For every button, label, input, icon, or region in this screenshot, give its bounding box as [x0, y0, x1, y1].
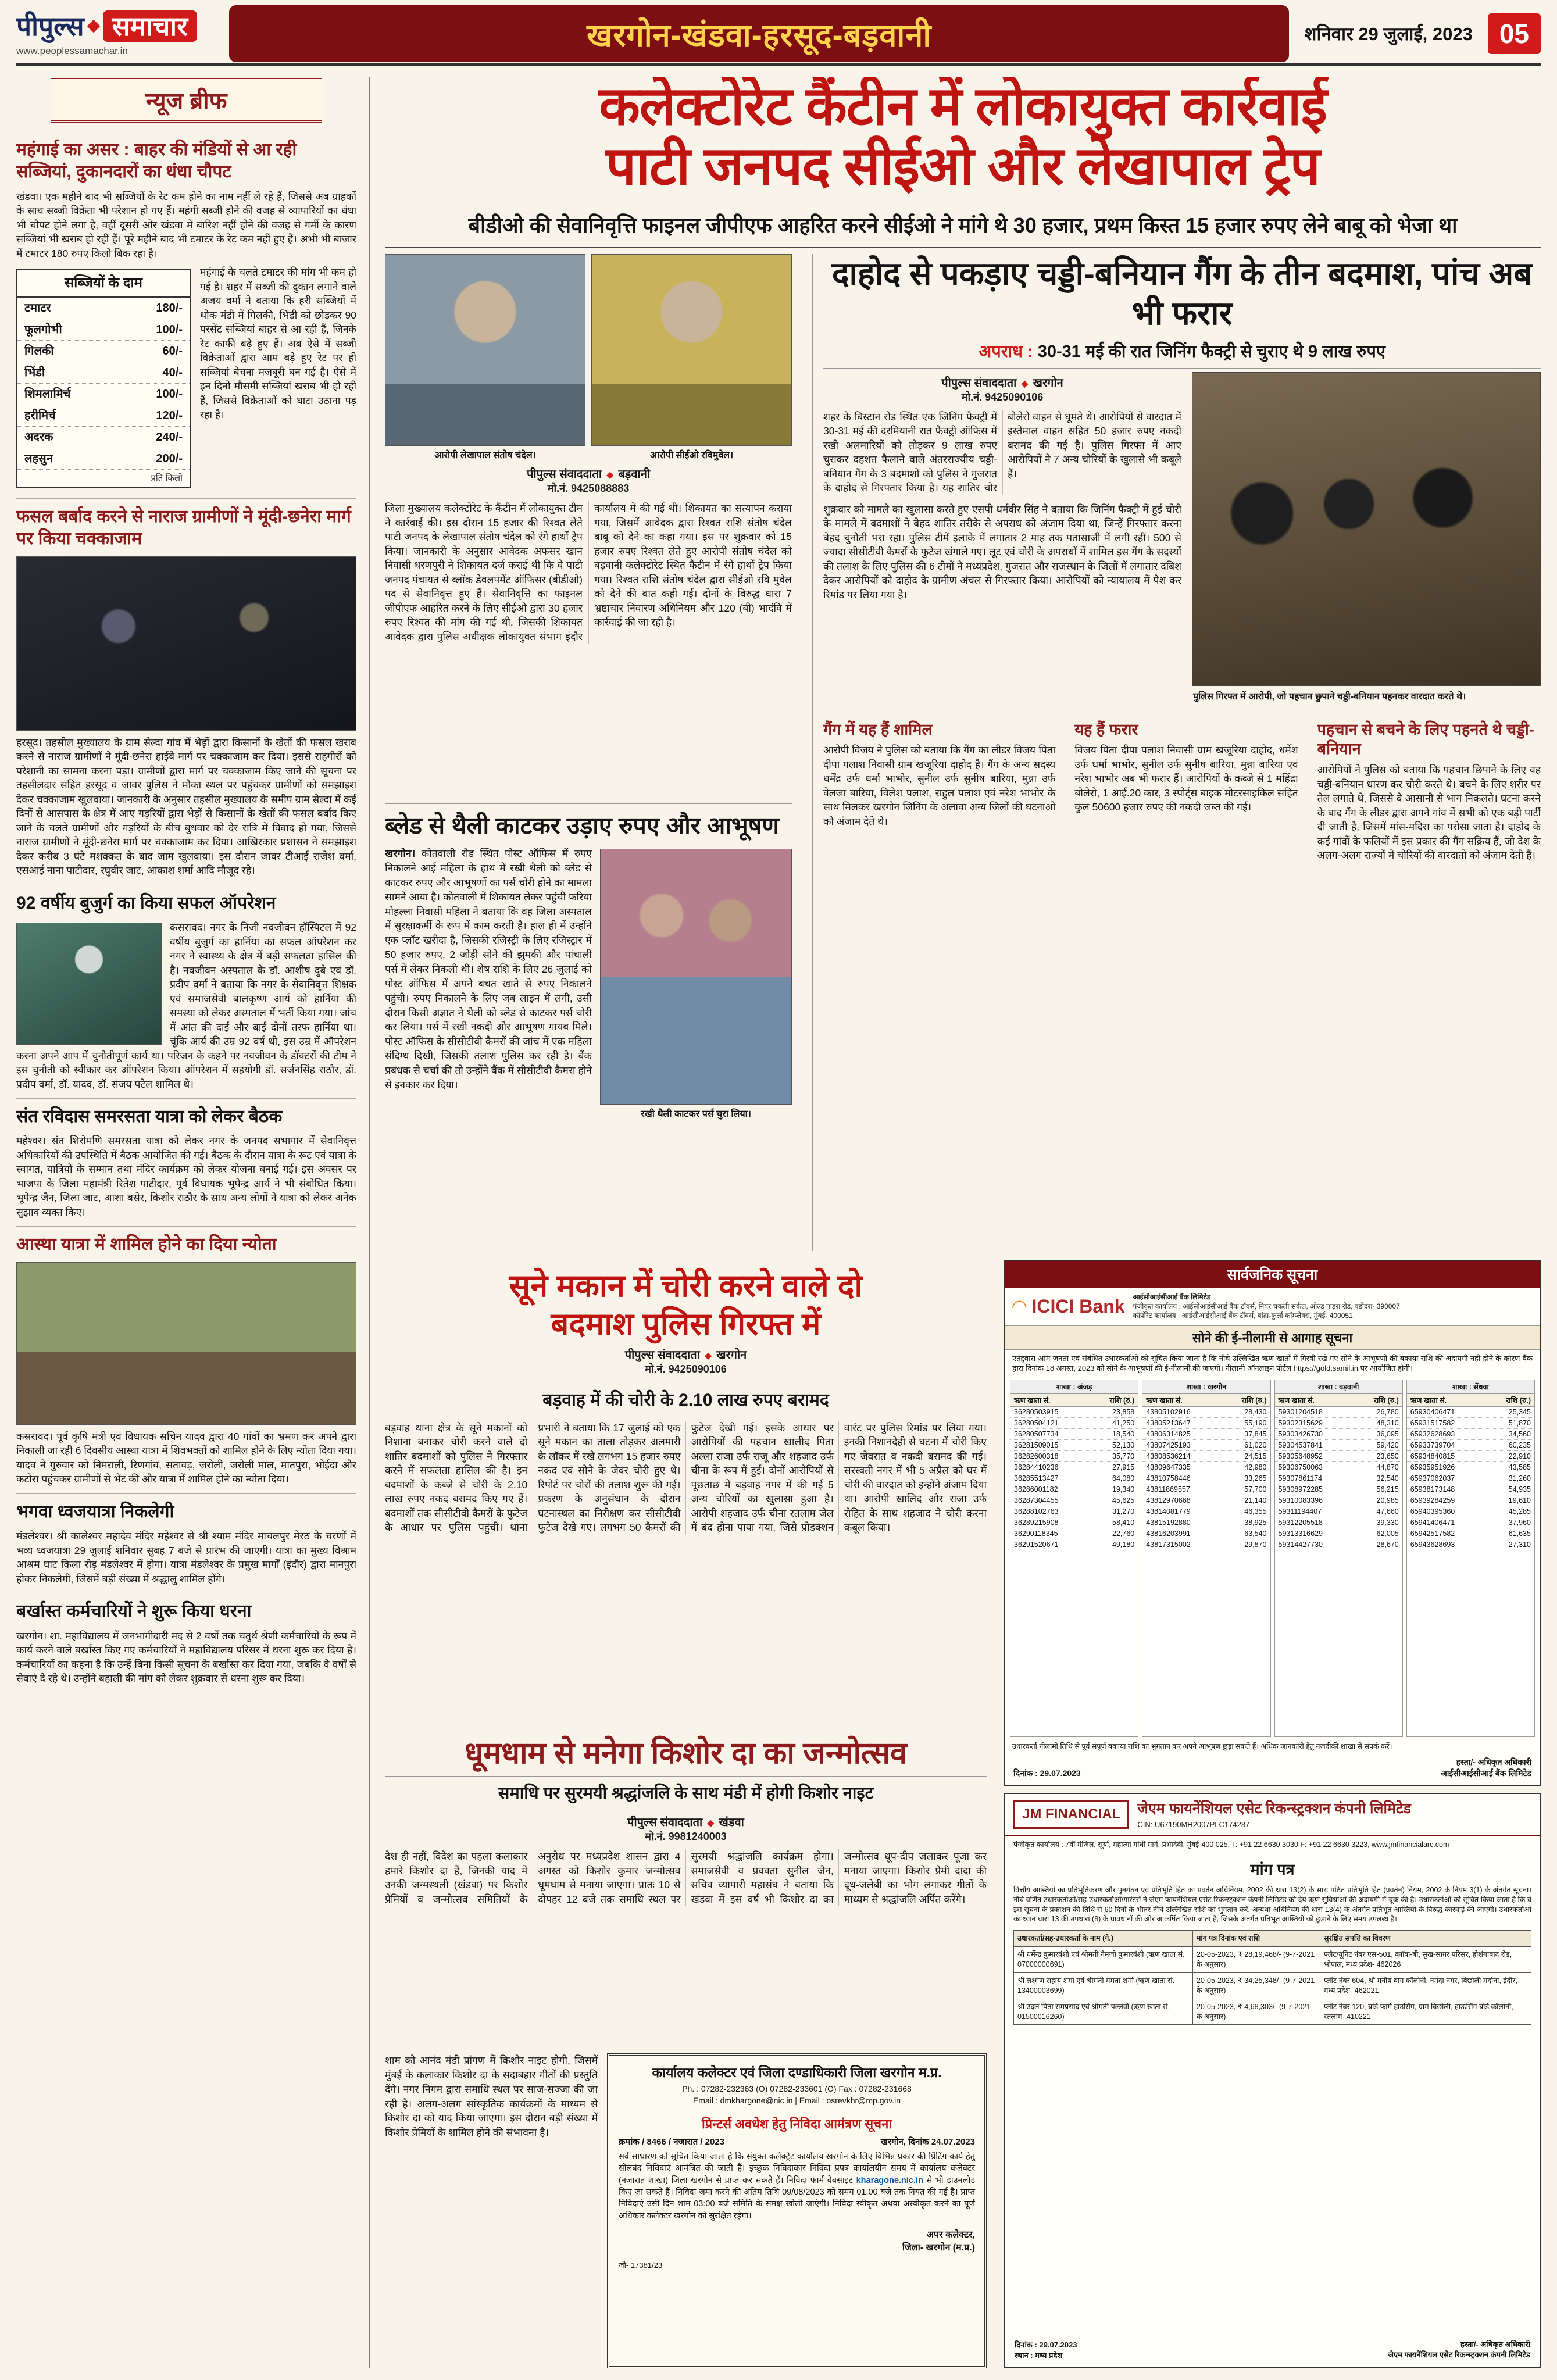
tender-office-name: कार्यालय कलेक्टर एवं जिला दण्डाधिकारी जिला खरगोन म.प्र.	[652, 2065, 942, 2080]
logo-diamond-icon	[87, 19, 100, 33]
region-banner: खरगोन-खंडवा-हरसूद-बड़वानी	[229, 5, 1289, 62]
section-body: आरोपी विजय ने पुलिस को बताया कि गैंग का लीडर विजय पिता दीपा पलाश निवासी ग्राम खजूरिया दाहोद है। गैंग के अन्य सदस्य धर्मेंद्र उर्फ धर्मा भाभोर, सुनील उर्फ सुनीष बारिया, मुन्ना उर्फ वेलजा बारिया, विलेश पलाश, राहुल पलाश एवं नरेश भाभोर के साथ मिलकर खरगोन जिनिंग के अलावा अन्य जिलों की घटनाओं को अंजाम देते थे।	[823, 744, 1056, 827]
veg-table-row: अदरक 240/-	[17, 427, 190, 448]
lead-story-subhead: बीडीओ की सेवानिवृत्ति फाइनल जीपीएफ आहरित करने सीईओ ने मांगे थे 30 हजार, प्रथम किस्त 15 हजार रुपए लेने बाबू को भेजा था	[385, 203, 1541, 248]
photo-caption-lekhpal: आरोपी लेखापाल संतोष चंदेल।	[434, 451, 536, 460]
section-heading: यह हैं फरार	[1074, 720, 1138, 738]
icici-branch-table	[1406, 1380, 1535, 1737]
table-row: 65939284259 19,610	[1407, 1495, 1534, 1506]
table-rows	[1010, 1407, 1138, 1550]
table-row: 36280507734 18,540	[1010, 1429, 1138, 1440]
column-header: उधारकर्ता/सह-उधारकर्ता के नाम (गे.)	[1014, 1931, 1193, 1947]
headline-line-1: सूने मकान में चोरी करने वाले दो	[509, 1268, 863, 1303]
table-row: 59310083396 20,985	[1275, 1495, 1402, 1506]
sune-subhead: बड़वाह में की चोरी के 2.10 लाख रुपए बरामद	[385, 1382, 987, 1416]
main-area	[385, 77, 1541, 2368]
byline-phone: मो.नं. 9425090106	[645, 1363, 727, 1375]
lead-story	[385, 254, 792, 795]
table-row: 59312205518 39,330	[1275, 1517, 1402, 1528]
table-row: 65943628693 27,310	[1407, 1539, 1534, 1550]
kishore-headline: धूमधाम से मनेगा किशोर दा का जन्मोत्सव	[465, 1736, 907, 1770]
byline-phone: मो.नं. 9425088883	[547, 483, 630, 494]
table-row: 65938173148 54,935	[1407, 1484, 1534, 1495]
table-row: 43817315002 29,870	[1142, 1539, 1270, 1550]
jm-signature: हस्ता/- अधिकृत अधिकारी जेएम फायनेंशियल एसेट रिकन्स्ट्रक्शन कंपनी लिमिटेड	[1388, 2339, 1530, 2359]
kishore-subhead: समाधि पर सुरमयी श्रद्धांजलि के साथ मंडी में होगी किशोर नाइट	[385, 1776, 987, 1809]
photo-aastha-yatra-group	[16, 1262, 356, 1425]
byline-phone: मो.नं. 9425090106	[961, 391, 1044, 403]
table-header-row: ऋण खाता सं. राशि (रु.)	[1010, 1394, 1138, 1407]
headline-line-2: पाटी जनपद सीईओ और लेखापाल ट्रेप	[605, 137, 1320, 196]
article-title: 92 वर्षीय बुजुर्ग का किया सफल ऑपरेशन	[16, 893, 276, 913]
sune-headline	[385, 1267, 987, 1344]
table-row: 65933739704 60,235	[1407, 1440, 1534, 1451]
table-row: 59303426730 36,095	[1275, 1429, 1402, 1440]
table-row: 65940395360 45,285	[1407, 1506, 1534, 1517]
icici-date: दिनांक : 29.07.2023	[1013, 1768, 1081, 1778]
byline-place: खरगोन	[1033, 376, 1063, 389]
newspaper-logo	[16, 10, 214, 57]
table-row: 65931517582 51,870	[1407, 1418, 1534, 1429]
blade-story-headline: ब्लेड से थैली काटकर उड़ाए रुपए और आभूषण	[385, 812, 780, 839]
kishore-story	[385, 1728, 987, 2047]
table-row: 43812970668 21,140	[1142, 1495, 1270, 1506]
article-body: हरसूद। तहसील मुख्यालय के ग्राम सेल्दा गांव में भेड़ों द्वारा किसानों के खेतों की फसल खराब करने से नाराज ग्रामीणों ने मूंदी-छनेरा हाईवे मार्ग पर चक्काजाम कर दिया। इससे राहगीरों को परेशानी का सामना करना पड़ा। ग्रामीणों द्वारा मार्ग पर चक्काजाम किए जाने की सूचना पर तहसीलदार सहित हरसूद व जावर पुलिस ने मौका स्थल पर पहुंचकर ग्रामीणों को समझाइश देकर चक्काजाम खुलवाया। जानकारी के अनुसार तहसील मुख्यालय के समीप ग्राम सेल्दा में कई दिनों से आसपास के क्षेत्र में आए गड़रियों द्वारा भेड़ों से किसानों के खेतों की फसल बर्बाद किए जाने के चलते ग्रामीणों और गड़रियों के बीच बुधवार को देर रात्रि में विवाद हो गया, जिससे नाराज ग्रामीणों ने मूंदी-छनेरा मार्ग पर चक्काजाम कर दिया। आखिरकार प्रशासन ने समझाइश देकर करीब 3 घंटे मशक्कत के बाद जाम खुलवाया। इस दौरान जावर टीआई राजेश वर्मा, एसआई नाना पाटीदार, रघुवीर जाट, आकाश शर्मा आदि मौजूद रहे।	[16, 736, 356, 877]
diamond-icon	[700, 1349, 716, 1361]
blade-theft-story	[385, 803, 792, 1254]
branch-label: शाखा : बड़वानी	[1275, 1380, 1402, 1394]
jm-financial-logo: JM FINANCIAL	[1013, 1800, 1129, 1829]
article-body: खंडवा। एक महीने बाद भी सब्जियों के रेट कम होने का नाम नहीं ले रहे हैं, जिससे अब ग्राहकों के साथ सब्जी विक्रेता भी परेशान हो गए हैं। महंगी सब्जी होने की वजह से व्यापारियों का धंधा भी चौपट होने लगा है, वहीं दूसरी ओर खंडवा में बारिश नहीं होने की वजह से गर्मी के कारण सब्जियां भी खराब हो रही हैं। पूरे महीने बाद भी टमाटर के रेट कम नहीं हुए हैं। अभी भी बाजार में टमाटर 180 रुपए किलो बिक रहा है।	[16, 190, 356, 259]
table-row: 59302315629 48,310	[1275, 1418, 1402, 1429]
table-row: 65937062037 31,260	[1407, 1473, 1534, 1484]
icici-auction-intro: एतद्द्वारा आम जनता एवं संबंधित उधारकर्ताओं को सूचित किया जाता है कि नीचे उल्लिखित ऋण खातों में गिरवी रखे गए सोने के आभूषणों की बकाया राशि की अदायगी नहीं होने के कारण बैंक द्वारा दिनांक 18 अगस्त, 2023 को सोने के आभूषणों की ई-नीलामी की जाएगी। नीलामी ऑनलाइन पोर्टल https://gold.samil.in पर आयोजित होगी।	[1012, 1353, 1533, 1373]
article-body: कसरावद। पूर्व कृषि मंत्री एवं विधायक सचिन यादव द्वारा 40 गांवों का भ्रमण कर अपने द्वारा निकाली जा रही 6 दिवसीय आस्था यात्रा में शिवभक्तों को शामिल होने के लिए न्योता दिया गया। यादव ने गुरुवार को निमराली, रिणगांव, सतावड़, जरोली, जरोली माल, मातपुरा, भोईदा और कटोरा पहुंचकर ग्रामीणों से भेंट की और यात्रा में शामिल होने का न्योता दिया।	[16, 1430, 356, 1485]
byline	[385, 466, 792, 495]
dateline: खरगोन।	[385, 848, 416, 860]
kicker-label: अपराध :	[979, 342, 1033, 361]
table-row: 59306750063 44,870	[1275, 1462, 1402, 1473]
icici-addresses	[1133, 1292, 1400, 1321]
byline-phone: मो.नं. 9981240003	[645, 1831, 727, 1843]
table-row: 43816203991 63,540	[1142, 1528, 1270, 1539]
gang-story	[812, 254, 1541, 1251]
brief-article-aastha-yatra	[16, 1227, 356, 1493]
veg-table-row: भिंडी 40/-	[17, 362, 190, 384]
lead-story-headline	[385, 77, 1541, 196]
photo-arrested-gang	[1192, 372, 1541, 686]
reporter-label: पीपुल्स संवाददाता	[941, 376, 1017, 389]
article-body: मंडलेश्वर। श्री कालेश्वर महादेव मंदिर महेश्वर से श्री श्याम मंदिर माचलपुर मेरठ के चरणों में भव्य ध्वजयात्रा 29 जुलाई शनिवार सुबह 7 बजे से प्रारंभ की जाएगी। यात्रा का मुख्य विश्राम आश्रम घाट किला रोड़ मंडलेश्वर में होगा। यात्रा मंडलेश्वर के प्रमुख मार्गों (इंदौर) द्वारा मानपुरा होकर निकलेगी, जिसमें बड़ी संख्या में श्रद्धालु शामिल होंगे।	[16, 1530, 356, 1585]
brief-article-vegetables	[16, 132, 356, 499]
vegetable-price-table	[16, 269, 191, 488]
veg-table-row: हरीमिर्च 120/-	[17, 405, 190, 427]
table-row: श्री उदल पिता रामप्रसाद एवं श्रीमती पल्लवी (ऋण खाता सं. 01500016260) 20-05-2023, ₹ 4,68,303/- (9-7-2021 के अनुसार) प्लॉट नंबर 120, ब्रांडे फार्म हाउसिंग, ग्राम बिछोली, हाऊसिंग बोर्ड कॉलोनी, रतलाम- 410221	[1014, 1999, 1531, 2025]
photo-caption-ceo: आरोपी सीईओ रविमुवेल।	[649, 451, 734, 460]
icici-branch-table	[1274, 1380, 1403, 1737]
table-row: 36291520671 49,180	[1010, 1539, 1138, 1550]
brief-article-operation	[16, 885, 356, 1099]
icici-auction-title: सोने की ई-नीलामी से आगाह सूचना	[1005, 1326, 1540, 1350]
column-header: मांग पत्र दिनांक एवं राशि	[1192, 1931, 1320, 1947]
byline	[385, 1814, 987, 1843]
veg-table-title: सब्जियों के दाम	[17, 270, 190, 298]
kicker-text: 30-31 मई की रात जिनिंग फैक्ट्री से चुराए थे 9 लाख रुपए	[1037, 342, 1385, 361]
blade-photo-caption: रखी थैली काटकर पर्स चुरा लिया।	[641, 1109, 751, 1120]
veg-table-row: शिमलामिर्च 100/-	[17, 384, 190, 405]
icici-registered-office: पंजीकृत कार्यालय : आईसीआईसीआई बैंक टॉवर्स, नियर चकली सर्कल, ओल्ड पाड़रा रोड, वडोदरा- 390007	[1133, 1302, 1400, 1311]
news-brief-column	[16, 77, 370, 2368]
table-row: 59301204518 26,780	[1275, 1407, 1402, 1418]
tender-signature: अपर कलेक्टर, जिला- खरगोन (म.प्र.)	[902, 2229, 975, 2253]
table-row: 43808536214 24,515	[1142, 1451, 1270, 1462]
veg-table-row: टमाटर 180/-	[17, 298, 190, 319]
kishore-story-continued: शाम को आनंद मंडी प्रांगण में किशोर नाइट होगी, जिसमें मुंबई के कलाकार किशोर दा के सदाबहार गीतों की प्रस्तुति देंगे। नगर निगम द्वारा समाधि स्थल पर साज-सज्जा की जा रही है। अलग-अलग सांस्कृतिक कार्यक्रमों के माध्यम से किशोर दा को याद किया जाएगा। इस दौरान बड़ी संख्या में किशोर प्रेमियों के शामिल होने की संभावना है।	[385, 2054, 598, 2139]
jm-cin: CIN: U67190MH2007PLC174287	[1137, 1820, 1250, 1829]
table-row: 36289215908 58,410	[1010, 1517, 1138, 1528]
table-row: 59313316629 62,005	[1275, 1528, 1402, 1539]
icici-corporate-office: कॉर्पोरेट कार्यालय : आईसीआईसीआई बैंक टॉवर्स, बांद्रा-कुर्ला कॉम्प्लेक्स, मुंबई- 400051	[1133, 1311, 1353, 1320]
veg-table-note: प्रति किलो	[151, 473, 183, 483]
table-row: 65942517582 61,635	[1407, 1528, 1534, 1539]
tender-contact	[619, 2081, 975, 2111]
table-row: 59314427730 28,670	[1275, 1539, 1402, 1550]
table-rows	[1275, 1407, 1402, 1550]
table-header-row	[1014, 1931, 1531, 1947]
table-row: 59308972285 56,215	[1275, 1484, 1402, 1495]
website-url: www.peoplessamachar.in	[16, 45, 128, 56]
gang-story-lead: शहर के बिस्टान रोड स्थित एक जिनिंग फैक्ट्री में 30-31 मई की दरमियानी रात फैक्ट्री ऑफिस में रखी अलमारियों को तोड़कर 9 लाख रुपए चुराकर दहशत फैलाने वाले अंतरराज्यीय चड्डी-बनियान गैंग के 3 बदमाशों को पुलिस ने गुजरात के दाहोद से गिरफ्तार किया है। यह शातिर चोर बोलेरो वाहन से घूमते थे। आरोपियों से वारदात में इस्तेमाल वाहन सहित 50 हजार रुपए नकदी बरामद की गई है। पुलिस गिरफ्त में आए आरोपियों ने 7 अन्य चोरियों के खुलासे भी कबूले हैं।	[823, 410, 1181, 494]
tender-phones: Ph. : 07282-232363 (O) 07282-233601 (O) Fax : 07282-231668	[682, 2084, 912, 2093]
tender-place-date: खरगोन, दिनांक 24.07.2023	[880, 2137, 975, 2147]
brief-article-dhwaj-yatra	[16, 1494, 356, 1593]
gang-photo-caption: पुलिस गिरफ्त में आरोपी, जो पहचान छुपाने चड्डी-बनियान पहनकर वारदात करते थे।	[1192, 686, 1541, 706]
article-title: संत रविदास समरसता यात्रा को लेकर बैठक	[16, 1107, 283, 1127]
sune-story-body: बड़वाह थाना क्षेत्र के सूने मकानों को निशाना बनाकर चोरी करने वाले दो शातिर बदमाशों को पुलिस ने गिरफ्तार करने में सफलता हासिल की है। इन बदमाशों के कब्जे से चोरी के 2.10 लाख रुपए नकद बरामद किए गए हैं। बदमाशों तक सीसीटीवी कैमरों के फुटेज के आधार पर पुलिस पहुंची। थाना प्रभारी ने बताया कि 17 जुलाई को एक सूने मकान का ताला तोड़कर अलमारी के लॉकर में रखे लगभग 15 हजार रुपए नकद एवं सोने के जेवर चोरी हुए थे। रिपोर्ट पर चोरों की तलाश शुरू की गई। प्रकरण के अनुसंधान के दौरान घटनास्थल का निरीक्षण कर सीसीटीवी फुटेज देखे गए। लगभग 50 कैमरों की फुटेज देखी गई। इसके आधार पर आरोपियों की पहचान खालीद पिता अल्ला राजा उर्फ राजू और शहजाद उर्फ चीना के रूप में हुई। दोनों आरोपियों से पूछताछ में बड़वाह नगर में की गई 5 अन्य चोरियों का खुलासा हुआ है। आरोपी शहजाद उर्फ चीना रतलाम जेल में बंद होना पाया गया, जिसे प्रोडक्शन वारंट पर पुलिस रिमांड पर लिया गया। इनकी निशानदेही से घटना में चोरी किए गए जेवरात व नकदी बरामद की गई। सरस्वती नगर में भी 5 अप्रैल को घर में चोरी की वारदात को इन्होंने अंजाम दिया था। आरोपी खालिद और राजा उर्फ रोहित के साथ शहजाद ने चोरी करना कबूल किया।	[385, 1421, 987, 1534]
diamond-icon	[702, 1816, 719, 1829]
section-heading: पहचान से बचने के लिए पहनते थे चड्डी-बनियान	[1317, 720, 1534, 758]
table-row: 59307861174 32,540	[1275, 1473, 1402, 1484]
blade-story-figure	[600, 849, 792, 1122]
gang-section-disguise	[1309, 716, 1541, 863]
photo-women-with-bag	[600, 849, 792, 1105]
table-row: 36280504121 41,250	[1010, 1418, 1138, 1429]
veg-table-row: लहसुन 200/-	[17, 448, 190, 470]
jm-financial-ad	[1004, 1793, 1541, 2368]
byline-place: खंडवा	[719, 1816, 744, 1829]
tender-number: क्रमांक / 8466 / नजारात / 2023	[619, 2137, 725, 2147]
jm-address: पंजीकृत कार्यालय : 7वीं मंजिल, सूर्या, महात्मा गांधी मार्ग, प्रभादेवी, मुंबई-400 025, T: +91 22 6630 3030 F: +91 22 6630 3223, www.jmfinancialarc.com	[1005, 1836, 1540, 1854]
icici-bank-logo: ◠ ICICI Bank	[1012, 1296, 1125, 1317]
headline-line-1: कलेक्टोरेट कैंटीन में लोकायुक्त कार्रवाई	[599, 77, 1327, 136]
photo-accused-lekhpal	[385, 254, 585, 446]
table-row: 65935951926 43,585	[1407, 1462, 1534, 1473]
photo-accused-ceo	[591, 254, 792, 446]
table-row: 43815192880 38,925	[1142, 1517, 1270, 1528]
masthead	[16, 9, 1541, 66]
table-row: 36286001182 19,340	[1010, 1484, 1138, 1495]
tender-body: सर्व साधारण को सूचित किया जाता है कि संयुक्त कलेक्ट्रेट कार्यालय खरगोन के लिए विभिन्न प्रकार की प्रिंटिंग कार्य हेतु सीलबंद निविदाएं आमंत्रित की जाती हैं। इच्छुक निविदाकार निविदा प्रपत्र कार्यालयीन समय में कार्यालय कलेक्टर (नजारात शाखा) जिला खरगोन से प्राप्त कर सकते हैं। निविदा फार्म वेबसाइट	[619, 2152, 975, 2185]
table-row: 36290118345 22,760	[1010, 1528, 1138, 1539]
article-title: बर्खास्त कर्मचारियों ने शुरू किया धरना	[16, 1602, 252, 1621]
diamond-icon	[1016, 377, 1033, 389]
jm-date-place: दिनांक : 29.07.2023 स्थान : मध्य प्रदेश	[1015, 2340, 1077, 2360]
table-row: 43806314825 37,845	[1142, 1429, 1270, 1440]
table-row: 36288102763 31,270	[1010, 1506, 1138, 1517]
news-brief-header: न्यूज ब्रीफ	[51, 77, 322, 123]
gang-story-kicker	[823, 340, 1541, 369]
section-heading: गैंग में यह हैं शामिल	[823, 720, 933, 738]
diamond-icon	[602, 468, 618, 481]
headline-line-2: बदमाश पुलिस गिरफ्त में	[551, 1306, 821, 1342]
section-body: विजय पिता दीपा पलाश निवासी ग्राम खजूरिया दाहोद, धर्मेश उर्फ धर्मा भाभोर, सुनील उर्फ सुनीष बारिया, मुन्ना बारिया एवं नरेश भाभोर अब भी फरार हैं। आरोपियों के कब्जे से 1 महिंद्रा बोलेरो, 1 आई.20 कार, 3 स्पोर्ट्स बाइक मोटरसाइकिल सहित कुल 50600 हजार रुपए की नकदी जब्त की गई।	[1074, 744, 1298, 813]
article-body-continued: महंगाई के चलते टमाटर की मांग भी कम हो गई है। शहर में सब्जी की दुकान लगाने वाले अजय वर्मा ने बताया कि हरी सब्जियों में थोक मंडी में गिलकी, भिंडी को छोड़कर 90 परसेंट सब्जियां बाहर से आ रही हैं, जिनके रेट काफी बढ़े हुए हैं। अब ऐसे में सब्जी विक्रेताओं द्वारा आम बड़े हुए रेट पर ही सब्जियां बेचना मजबूरी बन गई है। ऐसे में इन दिनों मौसमी सब्जियां खराब भी हो रही हैं, जिससे विक्रेताओं को घाटा उठाना पड़ रहा है।	[200, 266, 356, 421]
table-row: 59311194407 47,660	[1275, 1506, 1402, 1517]
house-theft-story	[385, 1260, 987, 1722]
photo-surgery	[16, 923, 162, 1045]
logo-text-peoples: पीपुल्स	[16, 10, 84, 41]
table-row: 43810758446 33,265	[1142, 1473, 1270, 1484]
table-rows	[1407, 1407, 1534, 1550]
veg-table-row: गिलकी 60/-	[17, 341, 190, 362]
brief-article-dharna	[16, 1593, 356, 1692]
photo-chakkajam-protest	[16, 556, 356, 731]
table-row: 43807425193 61,020	[1142, 1440, 1270, 1451]
table-row: 43805102916 28,430	[1142, 1407, 1270, 1418]
tender-website-link: kharagone.nic.in	[856, 2175, 923, 2185]
gang-section-members	[823, 716, 1055, 863]
table-row: 43811869557 57,700	[1142, 1484, 1270, 1495]
blade-story-body: कोतवाली रोड स्थित पोस्ट ऑफिस में रुपए निकालने आई महिला के हाथ में रखी थैली को ब्लेड से काटकर रुपए और आभूषणों का पर्स चोरी होने का मामला सामने आया है। कोतवाली में शिकायत लेकर पहुंची फरिया मोहल्ला निवासी महिला ने बताया कि वह जिला अस्पताल में सुरक्षाकर्मी के रूप में काम करती है। हाल ही में उन्होंने एक प्लॉट खरीदा है, जिसकी रजिस्ट्री के लिए रजिस्ट्रार में 50 हजार रुपए, 2 जोड़ी सोने की झुमकी और पांचाली पर्स में लेकर निकली थी। शेष राशि के लिए 26 जुलाई को पोस्ट ऑफिस में अपने बचत खाते से रुपए निकालने पहुंची। रुपए निकालने के लिए जब लाइन में लगी, उसी दौरान किसी अज्ञात ने थैली को ब्लेड से काटकर पर्स चोरी कर लिया। पर्स में रखी नकदी और आभूषण गायब मिले। पोस्ट ऑफिस के सीसीटीवी कैमरों की जांच में एक महिला संदिग्ध दिखी, जिसकी तलाश पुलिस कर रही है। बैंक प्रबंधक से चर्चा की तो उन्होंने बैंक में सीसीटीवी कैमरा होने से इनकार कर दिया।	[385, 848, 592, 1091]
icici-bank-name-hindi: आईसीआईसीआई बैंक लिमिटेड	[1133, 1293, 1211, 1301]
branch-label: शाखा : सेंधवा	[1407, 1380, 1534, 1394]
table-header-row: ऋण खाता सं. राशि (रु.)	[1142, 1394, 1270, 1407]
icici-public-notice-ad	[1004, 1260, 1541, 1786]
article-title: भगवा ध्वजयात्रा निकलेगी	[16, 1502, 174, 1521]
icici-branch-table	[1142, 1380, 1270, 1737]
collector-tender-notice	[607, 2053, 987, 2368]
tender-emails: Email : dmkhargone@nic.in | Email : osrevkhr@mp.gov.in	[692, 2095, 901, 2105]
reporter-label: पीपुल्स संवाददाता	[627, 1816, 703, 1829]
icici-signature: हस्ता/- अधिकृत अधिकारी आईसीआईसीआई बैंक लिमिटेड	[1441, 1757, 1531, 1778]
jm-demand-table	[1013, 1930, 1531, 2025]
article-title: आस्था यात्रा में शामिल होने का दिया न्योता	[16, 1235, 277, 1255]
branch-label: शाखा : खरगोन	[1142, 1380, 1270, 1394]
table-row: 65930406471 25,345	[1407, 1407, 1534, 1418]
article-body: खरगोन। शा. महाविद्यालय में जनभागीदारी मद से 2 वर्षों तक चतुर्थ श्रेणी कर्मचारियों के रूप में कार्य करने वाले बर्खास्त किए गए कर्मचारियों ने महाविद्यालय परिसर में धरना शुरू कर दिया है। कर्मचारियों का कहना है कि उन्हें बिना किसी सूचना के बर्खास्त कर दिया गया, जबकि वे वर्षों से सेवाएं दे रहे थे। उन्होंने बहाली की मांग को लेकर शुक्रवार से धरना शुरू कर दिया।	[16, 1629, 356, 1685]
gang-story-body: शुक्रवार को मामले का खुलासा करते हुए एसपी धर्मवीर सिंह ने बताया कि जिनिंग फैक्ट्री में हुई चोरी के मामले में बदमाशों ने बेहद शातिर तरीके से अपराध को अंजाम दिया था, जिन्हें गिरफ्तार करना बेहद चुनौती भरा रहा। पुलिस टीमें इलाके में लगातार 2 माह तक पतासाजी में लगी रहीं। 500 से ज्यादा सीसीटीवी कैमरों के फुटेज खंगाले गए। लूट एवं चोरी के अपराधों में शामिल इस गैंग के सदस्यों की तलाश के लिए पुलिस की 6 टीमों ने मध्यप्रदेश, गुजरात और राजस्थान के जिलों में लगातार दबिश देकर आरोपियों को दाहोद के ग्रामीण अंचल से गिरफ्तार किया। आरोपियों को न्यायालय में पेश कर रिमांड पर लिया गया है।	[823, 503, 1181, 601]
veg-table-row: फूलगोभी 100/-	[17, 319, 190, 341]
table-row: 36282600318 35,770	[1010, 1451, 1138, 1462]
tender-code: जी- 17381/23	[619, 2260, 663, 2270]
table-row: 59305648952 23,650	[1275, 1451, 1402, 1462]
reporter-label: पीपुल्स संवाददाता	[624, 1348, 700, 1361]
table-row: 43809647335 42,980	[1142, 1462, 1270, 1473]
byline-place: खरगोन	[716, 1348, 747, 1361]
table-header-row: ऋण खाता सं. राशि (रु.)	[1407, 1394, 1534, 1407]
jm-company-name: जेएम फायनेंशियल एसेट रिकन्स्ट्रक्शन कंपनी लिमिटेड	[1137, 1800, 1411, 1817]
table-row: 36280503915 23,858	[1010, 1407, 1138, 1418]
table-row: श्री धर्मेन्द्र कुमारवंशी एवं श्रीमती नैमजी कुमारवंशी (ऋण खाता सं. 07000000691) 20-05-2023, ₹ 28,19,468/- (9-7-2021 के अनुसार) फ्लैट/यूनिट नंबर एस-501, ब्लॉक-बी, सुख-सागर परिसर, होशंगाबाद रोड, भोपाल, मध्य प्रदेश- 462026	[1014, 1947, 1531, 1973]
table-row: 36284410236 27,915	[1010, 1462, 1138, 1473]
article-body: कसरावद। नगर के निजी नवजीवन हॉस्पिटल में 92 वर्षीय बुजुर्ग का हार्निया का सफल ऑपरेशन कर नगर ने स्वास्थ्य के क्षेत्र में बड़ी सफलता हासिल की है। नवजीवन अस्पताल के डॉ. आशीष दुबे एवं डॉ. प्रदीप वर्मा ने बताया कि नगर के सेवानिवृत्त शिक्षक एवं समाजसेवी बालकृष्ण आर्य को हार्निया की समस्या को लेकर अस्पताल में भर्ती किया गया। जांच में आंत की दाईं और बाईं दोनों तरफ हार्निया था। चूंकि आर्य की उम्र 92 वर्ष थी, इस उम्र में ऑपरेशन करना अपने आप में चुनौतीपूर्ण कार्य था। परिजन के कहने पर नवजीवन के डॉक्टरों की टीम ने इस चुनौती को स्वीकार कर ऑपरेशन किया। ऑपरेशन में सहयोगी डॉ. सर्जनसिंह राठौर, डॉ. प्रदीप वर्मा, डॉ. यादव, डॉ. संजय पटेल शामिल थे।	[16, 921, 356, 1090]
table-row: 43814081779 46,355	[1142, 1506, 1270, 1517]
icici-note: उधारकर्ता नीलामी तिथि से पूर्व संपूर्ण बकाया राशि का भुगतान कर अपने आभूषण छुड़ा सकते हैं। अधिक जानकारी हेतु नजदीकी शाखा से संपर्क करें।	[1012, 1742, 1392, 1750]
byline	[385, 1346, 987, 1376]
reporter-label: पीपुल्स संवाददाता	[526, 468, 602, 481]
table-body	[1014, 1947, 1531, 2025]
jm-demand-heading: मांग पत्र	[1250, 1860, 1295, 1878]
table-row: श्री लक्ष्मण सहाय शर्मा एवं श्रीमती ममता शर्मा (ऋण खाता सं. 13400003699) 20-05-2023, ₹ 34,25,348/- (9-7-2021 के अनुसार) प्लॉट नंबर 604, श्री मनीष बाग कॉलोनी, नर्मदा नगर, बिछोली मर्दाना, इंदौर, मध्य प्रदेश- 462021	[1014, 1972, 1531, 1999]
tender-body-continued: से भी डाउनलोड किए जा सकते हैं। निविदा जमा करने की अंतिम तिथि 09/08/2023 को समय 01:00 बजे तक नियत की गई है। प्राप्त निविदाएं उसी दिन शाम 03:00 बजे समिति के समक्ष खोली जाएंगी। निविदा स्वीकृत अथवा अस्वीकृत करने का पूर्ण अधिकार कलेक्टर खरगोन को सुरक्षित रहेगा।	[619, 2175, 975, 2221]
page-number: 05	[1488, 13, 1541, 54]
table-row: 65934840815 22,910	[1407, 1451, 1534, 1462]
table-row: 36285513427 64,080	[1010, 1473, 1138, 1484]
tender-title: प्रिन्टर्स अवधेश हेतु निविदा आमंत्रण सूचना	[701, 2117, 892, 2132]
veg-table-rows	[17, 298, 190, 470]
logo-text-samachar: समाचार	[103, 10, 197, 42]
table-row: 43805213647 55,190	[1142, 1418, 1270, 1429]
article-title: फसल बर्बाद करने से नाराज ग्रामीणों ने मूंदी-छनेरा मार्ग पर किया चक्काजाम	[16, 506, 351, 549]
jm-legal-text: वित्तीय आस्तियों का प्रतिभूतिकरण और पुनर्गठन एवं प्रतिभूति हित का प्रवर्तन अधिनियम, 2002 की धारा 13(2) के साथ पठित प्रतिभूति हित (प्रवर्तन) नियम, 2002 के नियम 3(1) के अंतर्गत सूचना। नीचे वर्णित उधारकर्ताओं/सह-उधारकर्ताओं/गारंटरों ने जेएम फायनेंशियल एसेट रिकन्स्ट्रक्शन कंपनी लिमिटेड को देय ऋण सुविधाओं की अदायगी में चूक की है। उधारकर्ताओं को सूचित किया जाता है कि वे इस सूचना के प्रकाशन की तिथि से 60 दिनों के भीतर नीचे उल्लिखित राशि का भुगतान करें, अन्यथा अधिनियम की धारा 13(4) के अंतर्गत प्रतिभूत आस्तियों के विरुद्ध कार्रवाई की जाएगी। उधारकर्ताओं का ध्यान धारा 13 की उपधारा (8) के प्रावधानों की ओर आकर्षित किया जाता है, जिसके अंतर्गत प्रतिभूत आस्तियों को छुड़ाने के लिए समय उपलब्ध है।	[1013, 1885, 1531, 1924]
table-header-row: ऋण खाता सं. राशि (रु.)	[1275, 1394, 1402, 1407]
gang-story-headline: दाहोद से पकड़ाए चड्डी-बनियान गैंग के तीन बदमाश, पांच अब भी फरार	[831, 255, 1533, 332]
table-row: 36287304455 45,625	[1010, 1495, 1138, 1506]
table-row: 59304537841 59,420	[1275, 1440, 1402, 1451]
section-body: आरोपियों ने पुलिस को बताया कि पहचान छिपाने के लिए वह चड्डी-बनियान धारण कर चोरी करते थे। बचने के लिए शरीर पर तेल लगाते थे, जिससे वे आसानी से भाग निकलते। घटना करने के बाद गैंग के लीडर द्वारा अपने गांव में सभी को एक बड़ी पार्टी दी जाती है, जिसमें मांस-मदिरा का परोसा जाता है। दाहोद के कई गांवों के फलियों में इस प्रकार की गैंग सक्रिय हैं, जो देश के अलग-अलग राज्यों में चोरियों की वारदातों को अंजाम देती हैं।	[1317, 764, 1541, 862]
gang-section-absconding	[1066, 716, 1298, 863]
branch-label: शाखा : अंजड़	[1010, 1380, 1138, 1394]
brief-article-ravidas-yatra	[16, 1099, 356, 1227]
kishore-story-body: देश ही नहीं, विदेश का पहला कलाकार हमारे किशोर दा हैं, जिनकी याद में उनकी जन्मस्थली (खंडवा) पर किशोर प्रेमियों व जन्मोत्सव समितियों के अनुरोध पर मध्यप्रदेश शासन द्वारा 4 अगस्त को किशोर कुमार जन्मोत्सव धूमधाम से मनाया जाएगा। प्रातः 10 से दोपहर 12 बजे तक समाधि स्थल पर सुरमयी श्रद्धांजलि कार्यक्रम होगा। समाजसेवी व प्रवक्ता सुनील जैन, सचिव व्यापारी महासंघ ने बताया कि खंडवा में इस वर्ष भी किशोर दा का जन्मोत्सव धूप-दीप जलाकर पूजा कर मनाया जाएगा। किशोर प्रेमी दादा की दूध-जलेबी का भोग लगाकर गीतों के माध्यम से श्रद्धांजलि अर्पित करेंगे।	[385, 1850, 987, 1905]
column-header: सुरक्षित संपत्ति का विवरण	[1320, 1931, 1531, 1947]
byline	[823, 374, 1181, 404]
public-notice-band: सार्वजनिक सूचना	[1005, 1261, 1540, 1288]
byline-place: बड़वानी	[618, 468, 651, 481]
table-row: 65941406471 37,960	[1407, 1517, 1534, 1528]
table-row: 36281509015 52,130	[1010, 1440, 1138, 1451]
lead-story-body: जिला मुख्यालय कलेक्टोरेट के कैंटीन में लोकायुक्त टीम ने कार्रवाई की। इस दौरान 15 हजार की रिश्वत लेते पाटी जनपद के लेखापाल संतोष चंदेल को रंगे हाथों ट्रेप किया। जानकारी के अनुसार आवेदक अफसर खान निवासी धरणपुरी ने शिकायत दर्ज कराई थी कि वे पाटी जनपद पंचायत से ब्लॉक डेवलपमेंट ऑफिसर (बीडीओ) पद से सेवानिवृत्त हुए हैं। सेवानिवृत्ति का फाइनल जीपीएफ आहरित करने के लिए सीईओ द्वारा 30 हजार रुपए रिश्वत की मांग की गई थी, जिसकी शिकायत आवेदक द्वारा पुलिस अधीक्षक लोकायुक्त संभाग इंदौर कार्यालय में की गई थी। शिकायत का सत्यापन कराया गया, जिसमें आवेदक द्वारा रिश्वत राशि संतोष चंदेल बाबू को देने का कहा गया। इस पर शुक्रवार को 15 हजार रुपए रिश्वत लेते हुए आरोपी संतोष चंदेल को बड़वानी कलेक्टोरेट स्थित कैंटीन में रंगे हाथों ट्रेप किया गया। रिश्वत राशि संतोष चंदेल द्वारा सीईओ रवि मुवेल को देने की बात कही गई। दोनों के विरुद्ध धारा 7 भ्रष्टाचार निवारण अधिनियम और 120 (बी) भादंवि में कार्रवाई की जा रही है।	[385, 502, 792, 642]
edition-date: शनिवार 29 जुलाई, 2023	[1304, 23, 1473, 44]
table-rows	[1142, 1407, 1270, 1550]
article-body: महेश्वर। संत शिरोमणि समरसता यात्रा को लेकर नगर के जनपद सभागार में सेवानिवृत्त अधिकारियों की उपस्थिति में बैठक आयोजित की गई। बैठक के दौरान यात्रा के रूट एवं यात्रा के स्वागत, यात्रियों के सम्मान तथा मंदिर कार्यक्रम को लेकर योजना बनाई गई। इस अवसर पर भाजपा के जिला महामंत्री रितेश पाटीदार, पूर्व विधायक भूपेन्द्र आर्य ने भी संबोधित किया। भूपेन्द्र जैन, जिला जाट, आशा बसेर, किशोर राठौर के साथ अन्य लोगों ने यात्रा को लेकर अनेक सुझाव व्यक्त किए।	[16, 1135, 356, 1218]
table-row: 65932628693 34,560	[1407, 1429, 1534, 1440]
icici-branch-table	[1010, 1380, 1138, 1737]
icici-auction-table	[1005, 1377, 1540, 1739]
article-title: महंगाई का असर : बाहर की मंडियों से आ रही सब्जियां, दुकानदारों का धंधा चौपट	[16, 140, 297, 182]
brief-article-chakkajam	[16, 499, 356, 885]
